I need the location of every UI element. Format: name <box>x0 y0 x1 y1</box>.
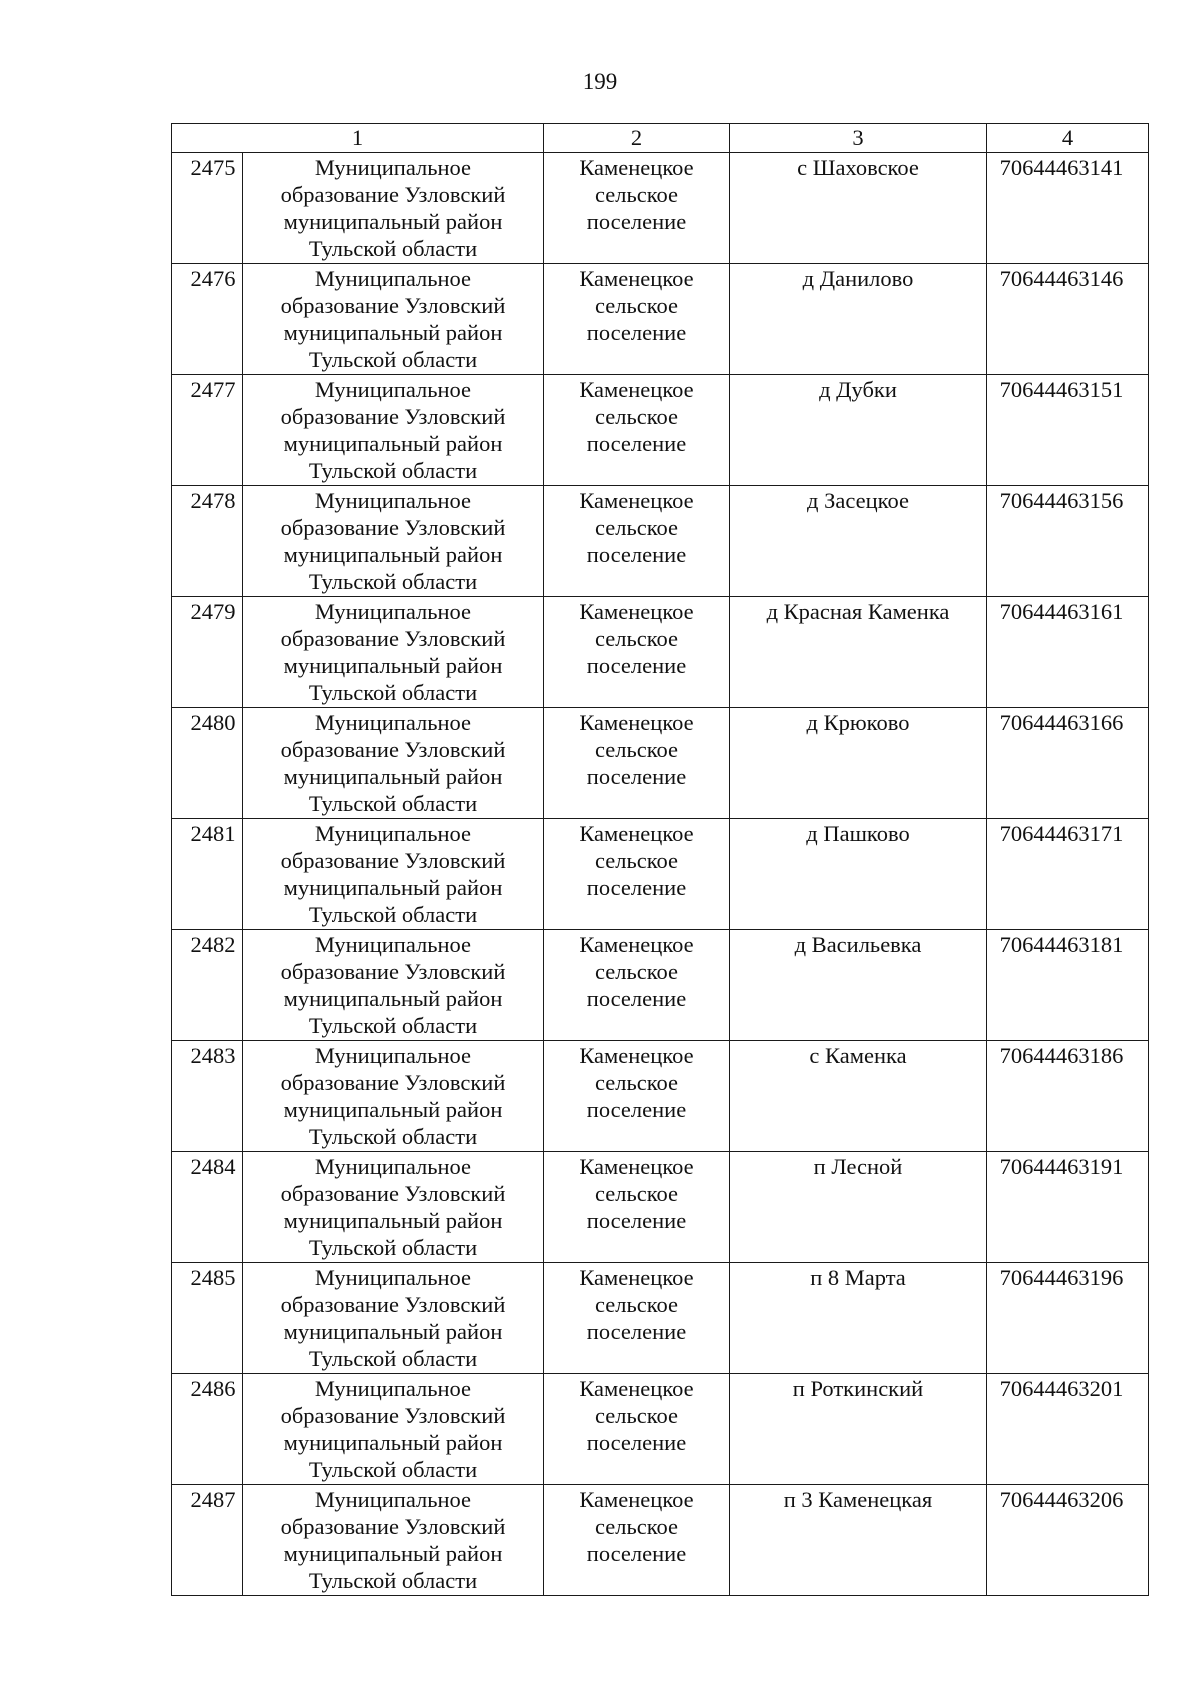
municipality-cell <box>243 1485 544 1596</box>
municipality-line: Тульской области <box>308 902 478 927</box>
municipality-cell <box>243 597 544 708</box>
municipality-line: образование Узловский <box>280 848 506 873</box>
table-header <box>172 124 1149 153</box>
row-number: 2476 <box>172 264 243 375</box>
settlement-line: сельское <box>594 1070 679 1095</box>
settlement-line: поселение <box>586 653 687 678</box>
oktmo-code-cell: 70644463156 <box>987 486 1149 597</box>
table-row <box>172 1485 1149 1596</box>
municipality-line: Муниципальное <box>314 488 472 513</box>
table-row <box>172 597 1149 708</box>
locality-cell: п Роткинский <box>730 1374 987 1485</box>
settlement-line: Каменецкое <box>579 1265 694 1290</box>
municipality-line: образование Узловский <box>280 1403 506 1428</box>
table-row <box>172 1263 1149 1374</box>
settlement-cell <box>544 1374 730 1485</box>
oktmo-code-cell: 70644463186 <box>987 1041 1149 1152</box>
settlement-line: поселение <box>586 1430 687 1455</box>
oktmo-code-cell: 70644463141 <box>987 153 1149 264</box>
settlement-cell <box>544 708 730 819</box>
settlement-line: сельское <box>594 1514 679 1539</box>
municipality-cell <box>243 1374 544 1485</box>
oktmo-code-cell: 70644463171 <box>987 819 1149 930</box>
settlement-cell <box>544 486 730 597</box>
locality-cell: п Лесной <box>730 1152 987 1263</box>
settlement-line: Каменецкое <box>579 932 694 957</box>
settlement-line: сельское <box>594 182 679 207</box>
settlement-cell <box>544 375 730 486</box>
row-number: 2487 <box>172 1485 243 1596</box>
municipality-line: муниципальный район <box>283 1430 503 1455</box>
row-number: 2479 <box>172 597 243 708</box>
municipality-line: Тульской области <box>308 458 478 483</box>
oktmo-code-cell: 70644463206 <box>987 1485 1149 1596</box>
row-number: 2482 <box>172 930 243 1041</box>
oktmo-code-cell: 70644463196 <box>987 1263 1149 1374</box>
municipality-cell <box>243 930 544 1041</box>
column-header-4: 4 <box>987 124 1149 153</box>
municipality-line: Тульской области <box>308 236 478 261</box>
municipality-line: Тульской области <box>308 1457 478 1482</box>
settlement-cell <box>544 264 730 375</box>
locality-cell: д Васильевка <box>730 930 987 1041</box>
municipality-line: Тульской области <box>308 791 478 816</box>
header-row <box>172 124 1149 153</box>
row-number: 2475 <box>172 153 243 264</box>
oktmo-code-cell: 70644463161 <box>987 597 1149 708</box>
oktmo-code-cell: 70644463146 <box>987 264 1149 375</box>
table-row <box>172 1374 1149 1485</box>
municipality-line: Муниципальное <box>314 710 472 735</box>
settlement-line: поселение <box>586 542 687 567</box>
page-number: 199 <box>582 69 618 94</box>
settlement-line: Каменецкое <box>579 1487 694 1512</box>
settlement-line: сельское <box>594 626 679 651</box>
settlement-cell <box>544 819 730 930</box>
table-body <box>172 153 1149 1596</box>
municipality-line: муниципальный район <box>283 1541 503 1566</box>
municipality-line: муниципальный район <box>283 653 503 678</box>
row-number: 2478 <box>172 486 243 597</box>
municipality-line: Муниципальное <box>314 932 472 957</box>
table-row <box>172 1041 1149 1152</box>
settlement-line: поселение <box>586 209 687 234</box>
settlement-line: поселение <box>586 431 687 456</box>
municipality-cell <box>243 486 544 597</box>
settlement-line: Каменецкое <box>579 155 694 180</box>
municipality-line: Муниципальное <box>314 377 472 402</box>
municipality-line: Тульской области <box>308 1124 478 1149</box>
municipality-line: Тульской области <box>308 1346 478 1371</box>
municipality-line: муниципальный район <box>283 1097 503 1122</box>
oktmo-code-cell: 70644463201 <box>987 1374 1149 1485</box>
locality-cell: п 8 Марта <box>730 1263 987 1374</box>
settlement-line: поселение <box>586 1319 687 1344</box>
municipality-line: Тульской области <box>308 347 478 372</box>
locality-cell: д Красная Каменка <box>730 597 987 708</box>
settlement-line: поселение <box>586 1541 687 1566</box>
settlement-line: поселение <box>586 320 687 345</box>
municipality-line: образование Узловский <box>280 1070 506 1095</box>
municipality-cell <box>243 264 544 375</box>
oktmo-code-cell: 70644463166 <box>987 708 1149 819</box>
settlement-line: поселение <box>586 1097 687 1122</box>
municipality-cell <box>243 819 544 930</box>
column-header-1: 1 <box>172 124 544 153</box>
settlement-line: Каменецкое <box>579 1376 694 1401</box>
settlement-cell <box>544 597 730 708</box>
locality-cell: д Дубки <box>730 375 987 486</box>
settlement-line: сельское <box>594 737 679 762</box>
settlement-line: Каменецкое <box>579 710 694 735</box>
settlement-line: поселение <box>586 875 687 900</box>
municipality-line: муниципальный район <box>283 986 503 1011</box>
locality-cell: п 3 Каменецкая <box>730 1485 987 1596</box>
municipality-line: Муниципальное <box>314 1154 472 1179</box>
municipality-cell <box>243 153 544 264</box>
municipality-cell <box>243 1041 544 1152</box>
municipality-line: Тульской области <box>308 1568 478 1593</box>
locality-cell: с Шаховское <box>730 153 987 264</box>
row-number: 2481 <box>172 819 243 930</box>
municipality-cell <box>243 708 544 819</box>
settlement-line: сельское <box>594 404 679 429</box>
settlement-cell <box>544 1485 730 1596</box>
row-number: 2484 <box>172 1152 243 1263</box>
municipality-line: муниципальный район <box>283 209 503 234</box>
column-header-3: 3 <box>730 124 987 153</box>
oktmo-code-cell: 70644463191 <box>987 1152 1149 1263</box>
settlement-line: Каменецкое <box>579 599 694 624</box>
municipality-line: образование Узловский <box>280 1181 506 1206</box>
municipality-line: Тульской области <box>308 569 478 594</box>
municipality-line: Тульской области <box>308 680 478 705</box>
municipality-line: Муниципальное <box>314 1043 472 1068</box>
settlement-line: сельское <box>594 293 679 318</box>
row-number: 2485 <box>172 1263 243 1374</box>
settlement-line: Каменецкое <box>579 1043 694 1068</box>
municipality-line: образование Узловский <box>280 182 506 207</box>
municipality-line: муниципальный район <box>283 1208 503 1233</box>
municipality-line: Муниципальное <box>314 599 472 624</box>
municipality-line: муниципальный район <box>283 1319 503 1344</box>
locality-cell: д Данилово <box>730 264 987 375</box>
oktmo-code-cell: 70644463151 <box>987 375 1149 486</box>
settlement-line: Каменецкое <box>579 1154 694 1179</box>
table-row <box>172 486 1149 597</box>
municipality-cell <box>243 375 544 486</box>
municipality-line: образование Узловский <box>280 1292 506 1317</box>
table-row <box>172 264 1149 375</box>
municipality-line: образование Узловский <box>280 1514 506 1539</box>
municipality-line: Муниципальное <box>314 266 472 291</box>
settlement-line: сельское <box>594 1181 679 1206</box>
municipality-line: Муниципальное <box>314 1265 472 1290</box>
table-row <box>172 819 1149 930</box>
locality-cell: д Засецкое <box>730 486 987 597</box>
municipality-line: образование Узловский <box>280 404 506 429</box>
municipality-line: образование Узловский <box>280 293 506 318</box>
municipality-line: Муниципальное <box>314 821 472 846</box>
municipality-line: Тульской области <box>308 1013 478 1038</box>
row-number: 2477 <box>172 375 243 486</box>
settlement-line: поселение <box>586 1208 687 1233</box>
settlement-cell <box>544 1263 730 1374</box>
municipality-cell <box>243 1152 544 1263</box>
table-row <box>172 153 1149 264</box>
municipality-line: образование Узловский <box>280 515 506 540</box>
row-number: 2486 <box>172 1374 243 1485</box>
municipality-line: муниципальный район <box>283 320 503 345</box>
municipality-cell <box>243 1263 544 1374</box>
table-row <box>172 708 1149 819</box>
municipality-line: образование Узловский <box>280 959 506 984</box>
settlement-line: Каменецкое <box>579 266 694 291</box>
municipality-line: муниципальный район <box>283 764 503 789</box>
settlement-line: Каменецкое <box>579 377 694 402</box>
settlement-line: сельское <box>594 959 679 984</box>
locality-cell: с Каменка <box>730 1041 987 1152</box>
row-number: 2483 <box>172 1041 243 1152</box>
settlement-cell <box>544 930 730 1041</box>
municipality-line: Муниципальное <box>314 1487 472 1512</box>
settlement-line: поселение <box>586 986 687 1011</box>
locality-cell: д Крюково <box>730 708 987 819</box>
table-row <box>172 375 1149 486</box>
locality-cell: д Пашково <box>730 819 987 930</box>
municipality-line: муниципальный район <box>283 431 503 456</box>
settlement-line: Каменецкое <box>579 821 694 846</box>
municipality-line: образование Узловский <box>280 626 506 651</box>
settlement-line: Каменецкое <box>579 488 694 513</box>
settlement-line: сельское <box>594 1403 679 1428</box>
municipality-line: образование Узловский <box>280 737 506 762</box>
column-header-2: 2 <box>544 124 730 153</box>
settlement-line: сельское <box>594 848 679 873</box>
registry-table <box>171 123 1149 1596</box>
settlement-line: сельское <box>594 515 679 540</box>
row-number: 2480 <box>172 708 243 819</box>
municipality-line: Тульской области <box>308 1235 478 1260</box>
settlement-line: сельское <box>594 1292 679 1317</box>
municipality-line: муниципальный район <box>283 542 503 567</box>
settlement-cell <box>544 153 730 264</box>
oktmo-code-cell: 70644463181 <box>987 930 1149 1041</box>
settlement-line: поселение <box>586 764 687 789</box>
municipality-line: муниципальный район <box>283 875 503 900</box>
settlement-cell <box>544 1041 730 1152</box>
municipality-line: Муниципальное <box>314 155 472 180</box>
table-row <box>172 1152 1149 1263</box>
municipality-line: Муниципальное <box>314 1376 472 1401</box>
settlement-cell <box>544 1152 730 1263</box>
table-row <box>172 930 1149 1041</box>
